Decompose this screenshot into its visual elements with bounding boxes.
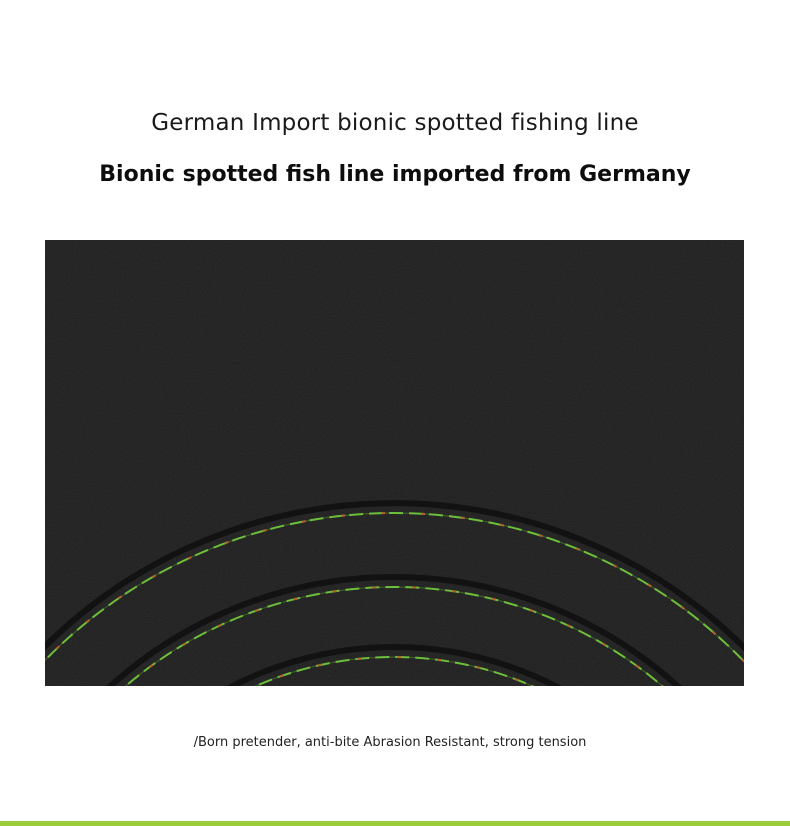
fishing-line-illustration	[45, 240, 744, 686]
product-caption: /Born pretender, anti-bite Abrasion Resistant, strong tension	[193, 735, 587, 750]
page-subtitle: Bionic spotted fish line imported from Germany	[99, 162, 691, 187]
fishing-line-photo	[45, 240, 744, 686]
accent-bar	[0, 821, 790, 826]
page-title: German Import bionic spotted fishing line	[151, 110, 639, 136]
